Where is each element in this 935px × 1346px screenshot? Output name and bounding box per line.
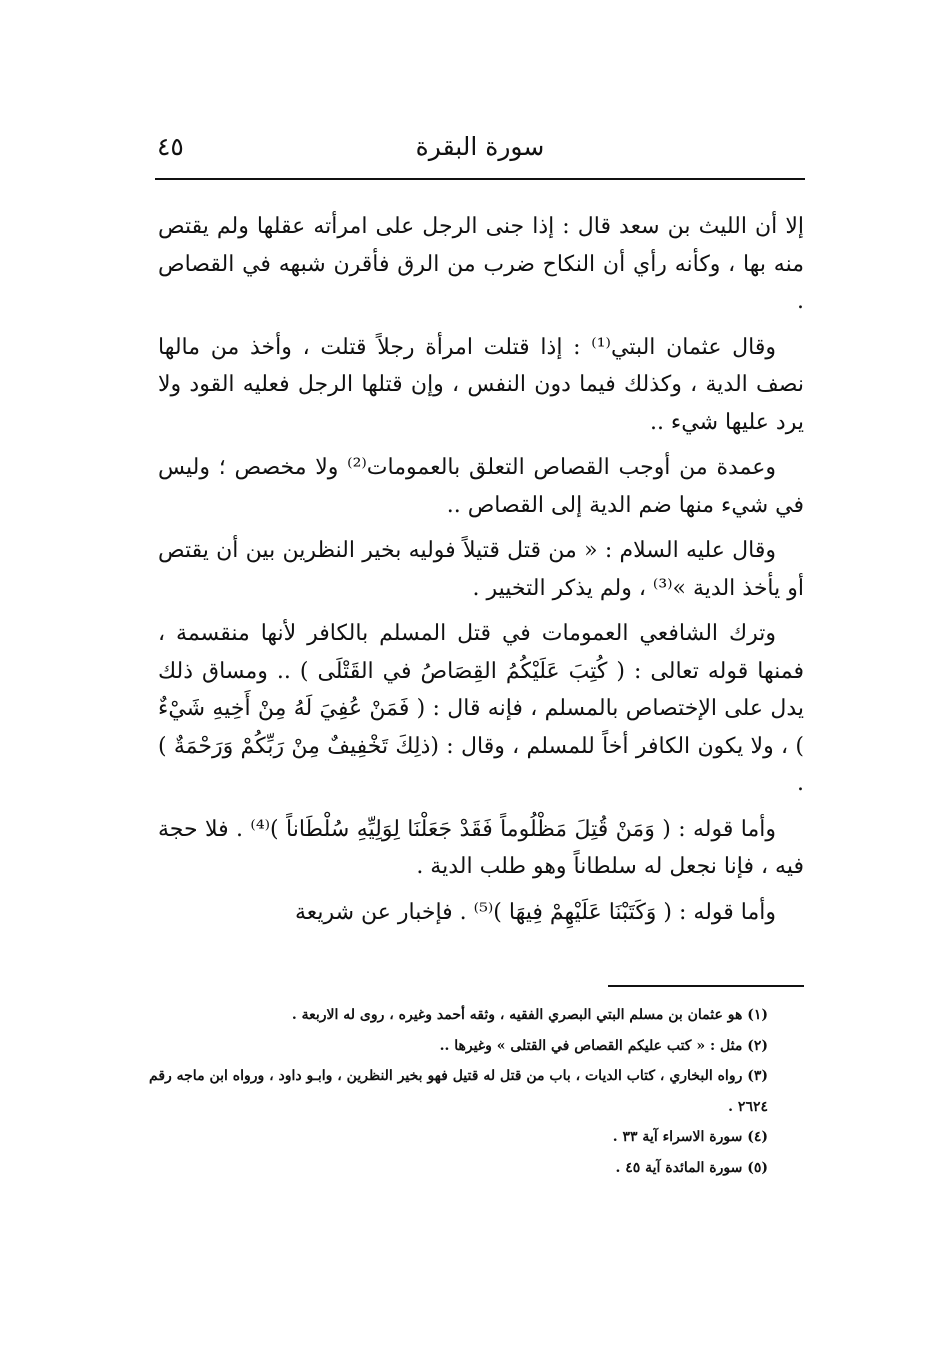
page-number: ٤٥	[157, 132, 184, 161]
footnote-divider	[608, 985, 804, 987]
footnote-3: (٣) رواه البخاري ، كتاب الديات ، باب من قتل له قتيل فهو بخير النظرين ، وابـو داود ، ورواه ابن ماجه رقم ٢٦٢٤ .	[149, 1068, 768, 1115]
paragraph-6: وأما قوله : ( وَمَنْ قُتِلَ مَظْلُوماً فَقَدْ جَعَلْنَا لِوَلِيِّهِ سُلْطَاناً )⁽⁴⁾ . فلا حجة فيه ، فإنا نجعل له سلطاناً وهو طلب الدية .	[158, 816, 804, 879]
paragraph-4: وقال عليه السلام : « من قتل قتيلاً فوليه بخير النظرين بين أن يقتص أو يأخذ الدية »⁽³⁾ ، ولم يذكر التخيير .	[158, 538, 804, 601]
paragraph-2: وقال عثمان البتي⁽¹⁾ : إذا قتلت امرأة رجلاً قتلت ، وأخذ من مالها نصف الدية ، وكذلك فيما دون النفس ، وإن قتلها الرجل فعليه القود ولا يرد عليها شيء ..	[158, 334, 804, 435]
paragraph-1: إلا أن الليث بن سعد قال : إذا جنى الرجل على امرأته عقلها ولم يقتص منه بها ، وكأنه رأي أن النكاح ضرب من الرق فأقرن شبهه في القصاص .	[158, 214, 804, 314]
surah-title: سورة البقرة	[415, 132, 545, 161]
paragraph-3: وعمدة من أوجب القصاص التعلق بالعمومات⁽²⁾ ولا مخصص ؛ وليس في شيء منها ضم الدية إلى القصاص ..	[158, 455, 804, 518]
header-divider	[155, 178, 805, 180]
footnotes	[140, 1000, 768, 1183]
footnote-5: (٥) سورة المائدة آية ٤٥ .	[615, 1159, 768, 1176]
main-text	[158, 208, 804, 939]
page-header	[155, 128, 805, 172]
paragraph-7: وأما قوله : ( وَكَتَبْنَا عَلَيْهِمْ فِيهَا )⁽⁵⁾ . فإخبار عن شريعة	[294, 899, 776, 925]
footnote-1: (١) هو عثمان بن مسلم البتي البصري الفقيه ، وثقه أحمد وغيره ، روى له الاربعة .	[291, 1007, 768, 1023]
paragraph-5: وترك الشافعي العمومات في قتل المسلم بالكافر لأنها منقسمة ، فمنها قوله تعالى : ( كُتِبَ عَلَيْكُمُ القِصَاصُ في القَتْلَى ) .. ومساق ذلك يدل على الإختصاص بالمسلم ، فإنه قال : ( فَمَنْ عُفِيَ لَهُ مِنْ أَخِيهِ شَيْءٌ ) ، ولا يكون الكافر أخاً للمسلم ، وقال : (ذلِكَ تَخْفِيفٌ مِنْ رَبِّكُمْ وَرَحْمَةٌ ) .	[158, 621, 804, 796]
footnote-2: (٢) مثل : « كتب عليكم القصاص في القتلى » وغيرها ..	[439, 1037, 768, 1054]
footnote-4: (٤) سورة الاسراء آية ٣٣ .	[612, 1129, 768, 1145]
